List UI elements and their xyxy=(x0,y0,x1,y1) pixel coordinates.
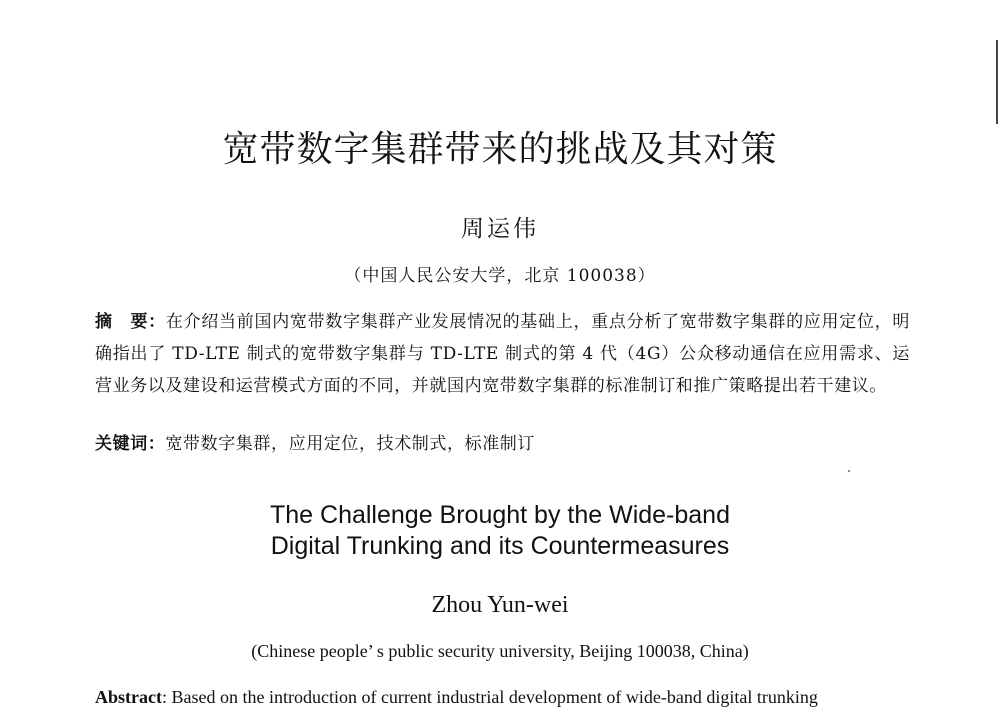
english-title-line-1: The Challenge Brought by the Wide-band xyxy=(269,501,730,529)
chinese-keywords xyxy=(95,428,910,460)
english-abstract-text: : Based on the introduction of current industrial development of wide-band digital trunking xyxy=(161,687,818,707)
chinese-author: 周运伟 xyxy=(461,216,539,242)
chinese-abstract-label: 摘 要： xyxy=(95,312,166,332)
scan-edge-mark xyxy=(996,40,998,124)
english-abstract xyxy=(95,684,925,710)
chinese-keywords-label: 关键词： xyxy=(95,434,166,454)
english-affiliation: (Chinese people’ s public security university, Beijing 100038, China) xyxy=(251,641,749,661)
chinese-keywords-text: 宽带数字集群，应用定位，技术制式，标准制订 xyxy=(165,434,536,454)
chinese-title: 宽带数字集群带来的挑战及其对策 xyxy=(222,129,778,170)
chinese-affiliation: （中国人民公安大学，北京 100038） xyxy=(344,266,656,286)
chinese-abstract-text: 在介绍当前国内宽带数字集群产业发展情况的基础上，重点分析了宽带数字集群的应用定位，明确指出了 TD-LTE 制式的宽带数字集群与 TD-LTE 制式的第 4 代（4G）公众移动通信在应用需求、运营业务以及建设和运营模式方面的不同，并就国内宽带数字集群的标准制订和推广策略提出若干建议。 xyxy=(95,312,910,396)
scan-speck xyxy=(848,470,850,472)
chinese-abstract xyxy=(95,306,910,402)
english-abstract-label: Abstract xyxy=(95,687,162,707)
english-author: Zhou Yun-wei xyxy=(431,592,569,618)
english-title xyxy=(0,500,1000,562)
english-title-line-2: Digital Trunking and its Countermeasures xyxy=(270,532,730,560)
